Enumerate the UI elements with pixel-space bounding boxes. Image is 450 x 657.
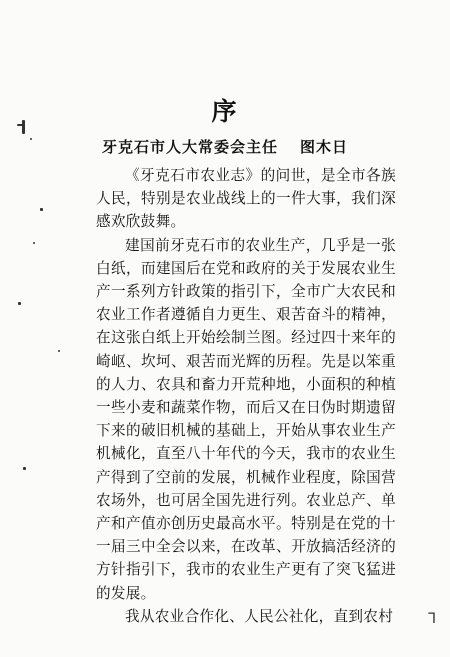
- paragraph: 《牙克石市农业志》的问世，是全市各族人民，特别是农业战线上的一件大事，我们深感欢欣鼓舞。: [96, 167, 396, 231]
- paragraph: 我从农业合作化、人民公社化，直到农村: [125, 607, 394, 625]
- paragraph: 建国前牙克石市的农业生产，几乎是一张白纸，而建国后在党和政府的关于发展农业生产一系列方针政策的指引下，全市广大农民和农业工作者遵循自力更生、艰苦奋斗的精神，在这张白纸上开始绘制兰图。经过四十来年的崎岖、坎坷、艰苦而光辉的历程。先是以笨重的人力、农具和畜力开荒种地，小面积的种植一些小麦和蔬菜作物，而后又在日伪时期遗留下来的破旧机械的基础上，开始从事农业生产机械化，直至八十年代的今天，我市的农业生产得到了空前的发展，机械作业程度，除国营农场外，也可居全国先进行列。农业总产、单产和产值亦创历史最高水平。特别是在党的十一届三中全会以来，在改革、开放搞活经济的方针指引下，我市的农业生产更有了突飞猛进的发展。: [96, 236, 396, 602]
- scan-speck: [23, 467, 26, 470]
- author-position: 牙克石市人大常委会主任: [101, 138, 278, 156]
- scan-speck: [40, 208, 43, 211]
- author-line: [0, 136, 450, 157]
- scan-speck: [18, 302, 21, 305]
- scan-speck: [58, 350, 60, 352]
- corner-mark-icon: ᒣ: [427, 611, 436, 627]
- author-name: 图木日: [300, 138, 349, 156]
- preface-body: [96, 164, 396, 628]
- scan-speck: [33, 242, 35, 244]
- page-title: 序: [211, 97, 239, 126]
